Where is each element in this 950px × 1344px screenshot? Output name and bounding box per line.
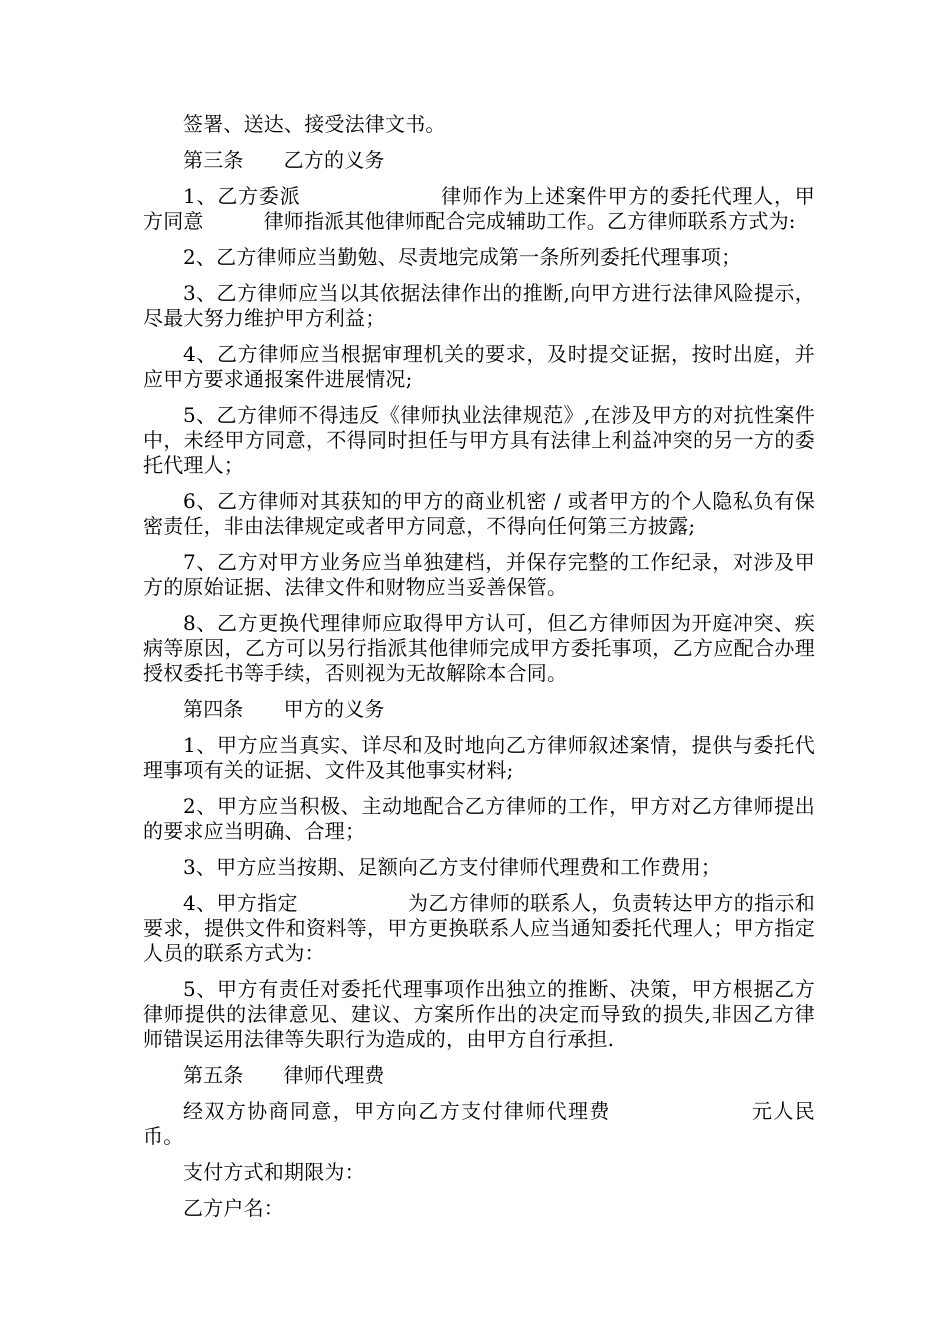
article-3-item-6: 6、乙方律师对其获知的甲方的商业机密 / 或者甲方的个人隐私负有保密责任，非由法律规定或者甲方同意，不得向任何第三方披露; xyxy=(143,489,815,538)
article-3-item-7: 7、乙方对甲方业务应当单独建档，并保存完整的工作纪录，对涉及甲方的原始证据、法律文件和财物应当妥善保管。 xyxy=(143,550,815,599)
article-4-heading: 第四条 甲方的义务 xyxy=(183,697,385,721)
article-4-item-5: 5、甲方有责任对委托代理事项作出独立的推断、决策，甲方根据乙方律师提供的法律意见、建议、方案所作出的决定而导致的损失,非因乙方律师错误运用法律等失职行为造成的，由甲方自行承担. xyxy=(143,977,815,1051)
article-4-item-4: 4、甲方指定 为乙方律师的联系人，负责转达甲方的指示和要求，提供文件和资料等，甲方更换联系人应当通知委托代理人；甲方指定人员的联系方式为： xyxy=(143,891,815,965)
article-4-item-2: 2、甲方应当积极、主动地配合乙方律师的工作，甲方对乙方律师提出的要求应当明确、合理； xyxy=(143,794,815,843)
article-3-heading: 第三条 乙方的义务 xyxy=(183,148,385,172)
article-3-item-8: 8、乙方更换代理律师应取得甲方认可，但乙方律师因为开庭冲突、疾病等原因，乙方可以另行指派其他律师完成甲方委托事项，乙方应配合办理授权委托书等手续，否则视为无故解除本合同。 xyxy=(143,611,815,685)
article-3-item-5: 5、乙方律师不得违反《律师执业法律规范》,在涉及甲方的对抗性案件中，未经甲方同意，不得同时担任与甲方具有法律上利益冲突的另一方的委托代理人； xyxy=(143,403,815,477)
article-3-item-1: 1、乙方委派 律师作为上述案件甲方的委托代理人，甲方同意 律师指派其他律师配合完成辅助工作。乙方律师联系方式为: xyxy=(143,184,815,233)
article-3-item-2: 2、乙方律师应当勤勉、尽责地完成第一条所列委托代理事项； xyxy=(183,245,742,269)
contract-body xyxy=(143,112,815,1232)
fee-clause: 经双方协商同意，甲方向乙方支付律师代理费 元人民币。 xyxy=(143,1099,816,1148)
account-name: 乙方户名： xyxy=(183,1196,284,1220)
paragraph-continued: 签署、送达、接受法律文书。 xyxy=(183,112,446,136)
article-5-heading: 第五条 律师代理费 xyxy=(183,1063,385,1087)
article-4-item-1: 1、甲方应当真实、详尽和及时地向乙方律师叙述案情，提供与委托代理事项有关的证据、文件及其他事实材料; xyxy=(143,733,815,782)
article-3-item-4: 4、乙方律师应当根据审理机关的要求，及时提交证据，按时出庭，并应甲方要求通报案件进展情况; xyxy=(143,342,815,391)
article-3-item-3: 3、乙方律师应当以其依据法律作出的推断,向甲方进行法律风险提示，尽最大努力维护甲方利益； xyxy=(143,281,815,330)
payment-terms: 支付方式和期限为： xyxy=(183,1160,365,1184)
article-4-item-3: 3、甲方应当按期、足额向乙方支付律师代理费和工作费用； xyxy=(183,855,722,879)
